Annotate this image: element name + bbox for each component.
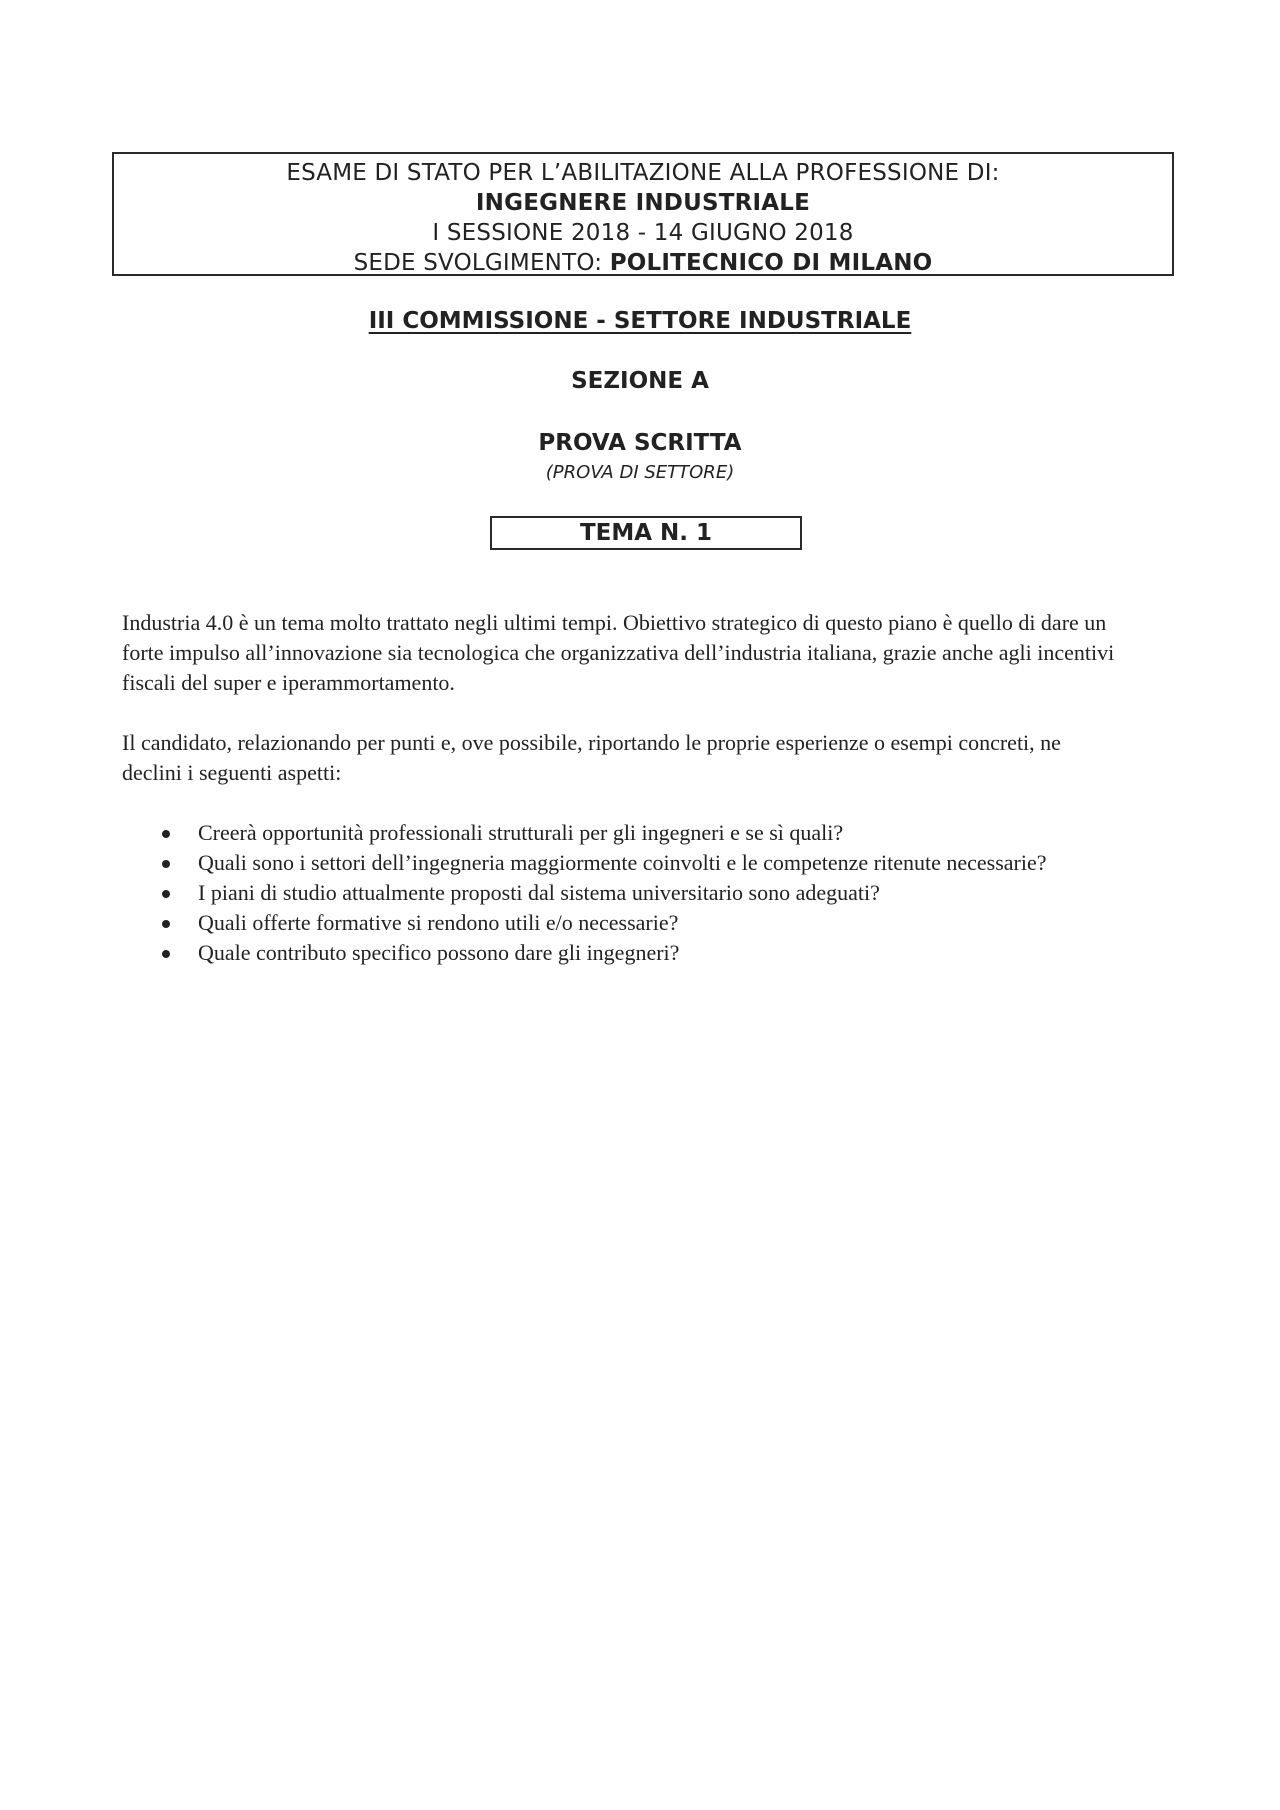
list-item: [158, 818, 1108, 848]
list-item: [158, 908, 1108, 938]
commission-text: III COMMISSIONE - SETTORE INDUSTRIALE: [368, 308, 912, 334]
tema-box: TEMA N. 1: [490, 516, 802, 550]
question-list: [158, 818, 1108, 968]
bullet-icon: [162, 950, 170, 958]
list-item: [158, 878, 1108, 908]
list-item: [158, 938, 1108, 968]
header-session: I SESSIONE 2018 - 14 GIUGNO 2018: [432, 220, 854, 246]
question-text: I piani di studio attualmente proposti dal sistema universitario sono adeguati?: [198, 880, 880, 905]
list-item: [158, 848, 1108, 878]
bullet-icon: [162, 830, 170, 838]
section-heading: SEZIONE A: [571, 368, 709, 394]
intro-paragraph: Industria 4.0 è un tema molto trattato negli ultimi tempi. Obiettivo strategico di questo piano è quello di dare un forte impulso all’innovazione sia tecnologica che organizzativa dell’industria italiana, grazie anche agli incentivi fiscali del super e iperammortamento.: [122, 610, 1115, 695]
question-text: Quali sono i settori dell’ingegneria maggiormente coinvolti e le competenze ritenute necessarie?: [198, 850, 1047, 875]
header-profession: INGEGNERE INDUSTRIALE: [475, 190, 811, 216]
question-text: Creerà opportunità professionali strutturali per gli ingegneri e se sì quali?: [198, 820, 844, 845]
bullet-icon: [162, 860, 170, 868]
instruction-paragraph: Il candidato, relazionando per punti e, ove possibile, riportando le proprie esperienze o esempi concreti, ne declini i seguenti aspetti:: [122, 730, 1061, 785]
bullet-icon: [162, 890, 170, 898]
bullet-icon: [162, 920, 170, 928]
header-venue: [114, 248, 1172, 278]
header-venue-name: POLITECNICO DI MILANO: [609, 250, 933, 276]
header-title: ESAME DI STATO PER L’ABILITAZIONE ALLA PROFESSIONE DI:: [286, 160, 1000, 186]
exam-type-heading: PROVA SCRITTA: [538, 430, 742, 456]
question-text: Quali offerte formative si rendono utili e/o necessarie?: [198, 910, 679, 935]
header-venue-label: SEDE SVOLGIMENTO:: [353, 250, 610, 276]
commission-heading: [0, 308, 1280, 334]
question-text: Quale contributo specifico possono dare gli ingegneri?: [198, 940, 680, 965]
exam-header-box: [112, 152, 1174, 276]
exam-subtype: (PROVA DI SETTORE): [545, 462, 735, 483]
